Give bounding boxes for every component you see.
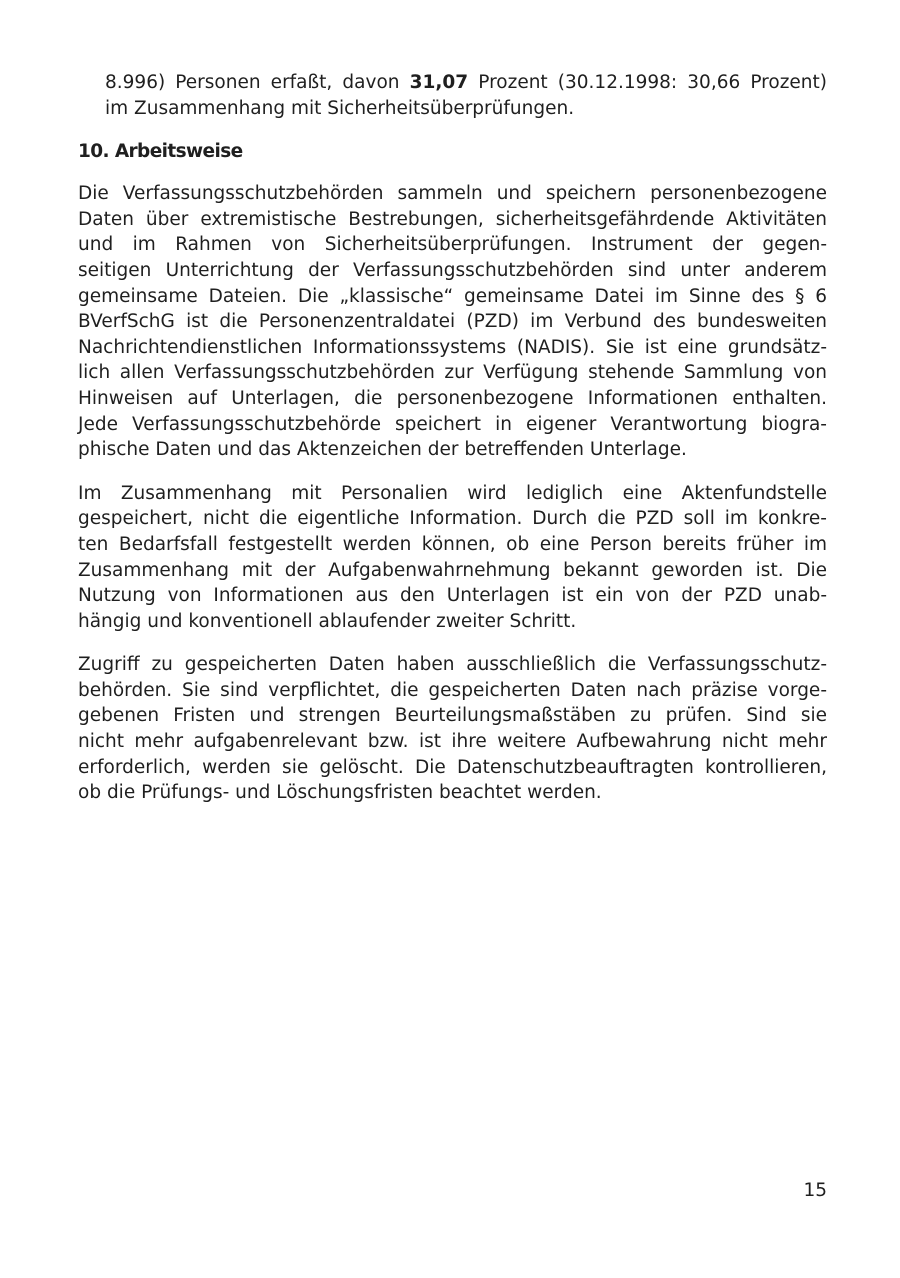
body-paragraph-2 [78,481,827,635]
text-fragment: 8.996) Personen erfaßt, davon [105,72,410,93]
paragraph-line: ten Bedarfsfall festgestellt werden können, ob eine Person bereits früher im [78,533,827,555]
paragraph-line: gespeichert, nicht die eigentliche Information. Durch die PZD soll im konkre- [78,508,827,530]
paragraph-line: ob die Prüfungs- und Löschungsfristen beachtet werden. [78,782,602,804]
paragraph-line: behörden. Sie sind verpflichtet, die gespeicherten Daten nach präzise vorge- [78,679,827,701]
bold-percentage: 31,07 [409,72,469,93]
paragraph-line: phische Daten und das Aktenzeichen der betreffenden Unterlage. [78,439,687,461]
page-number: 15 [803,1180,827,1201]
paragraph-line: Hinweisen auf Unterlagen, die personenbezogene Informationen enthalten. [78,387,827,409]
paragraph-line: seitigen Unterrichtung der Verfassungsschutzbehörden sind unter anderem [78,259,827,281]
paragraph-line: gemeinsame Dateien. Die „klassische“ gemeinsame Datei im Sinne des § 6 [78,285,827,307]
document-page [78,70,827,806]
paragraph-line: Nachrichtendienstlichen Informationssystems (NADIS). Sie ist eine grundsätz- [78,336,827,358]
paragraph-line: lich allen Verfassungsschutzbehörden zur Verfügung stehende Sammlung von [78,362,827,384]
paragraph-line: und im Rahmen von Sicherheitsüberprüfungen. Instrument der gegen- [78,234,827,256]
section-heading: 10. Arbeitsweise [78,141,243,163]
paragraph-line: nicht mehr aufgabenrelevant bzw. ist ihre weitere Aufbewahrung nicht mehr [78,731,827,753]
paragraph-line: Zugriff zu gespeicherten Daten haben ausschließlich die Verfassungsschutz- [78,654,827,676]
paragraph-line [105,70,827,96]
paragraph-line: Die Verfassungsschutzbehörden sammeln und speichern personenbezogene [78,183,827,205]
paragraph-line: erforderlich, werden sie gelöscht. Die Datenschutzbeauftragten kontrollieren, [78,756,827,778]
paragraph-line: Daten über extremistische Bestrebungen, sicherheitsgefährdende Aktivitäten [78,208,827,230]
body-paragraph-3 [78,652,827,806]
paragraph-line: Zusammenhang mit der Aufgabenwahrnehmung bekannt geworden ist. Die [78,559,827,581]
paragraph-line: Jede Verfassungsschutzbehörde speichert in eigener Verantwortung biogra- [78,413,827,435]
body-paragraph-1 [78,181,827,463]
paragraph-line: BVerfSchG ist die Personenzentraldatei (PZD) im Verbund des bundesweiten [78,311,827,333]
paragraph-line: Im Zusammenhang mit Personalien wird lediglich eine Aktenfundstelle [78,482,827,504]
continuation-paragraph [105,70,827,121]
paragraph-line: Nutzung von Informationen aus den Unterlagen ist ein von der PZD unab- [78,585,827,607]
paragraph-line: gebenen Fristen und strengen Beurteilungsmaßstäben zu prüfen. Sind sie [78,705,827,727]
paragraph-line: hängig und konventionell ablaufender zweiter Schritt. [78,610,577,632]
paragraph-line: im Zusammenhang mit Sicherheitsüberprüfungen. [105,97,575,119]
text-fragment: Prozent (30.12.1998: 30,66 Prozent) [468,72,827,93]
